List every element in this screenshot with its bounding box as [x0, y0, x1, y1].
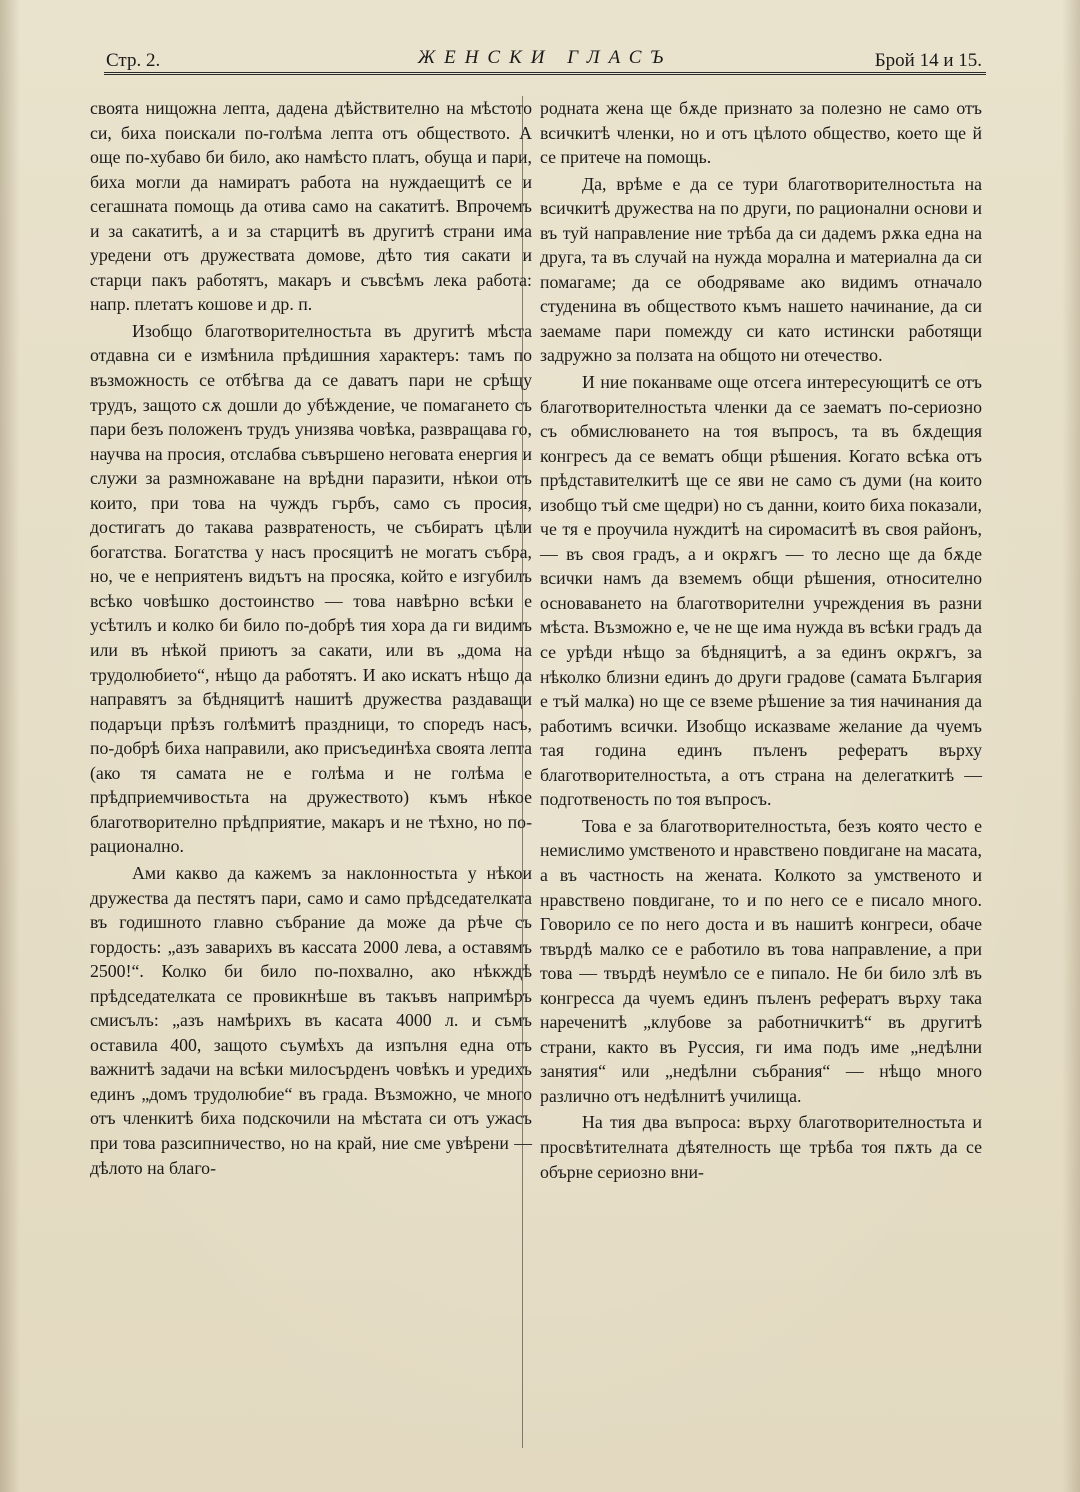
paragraph: Това е за благотворителностьта, безъ която често е немислимо умственото и нравствено повдигане на масата, а въ частность на жената. Колкото за умственото и нравствено повдигане, то и по него се е писало много. Говорило се по него доста и въ нашитѣ конгреси, обаче твърдѣ малко се е работило въ това направление, а при това — твърдѣ неумѣло се е пипало. Не би било злѣ въ конгресса да чуемъ единъ пъленъ рефератъ върху така нареченитѣ „клубове за работничкитѣ“ въ другитѣ страни, както въ Руссия, ги има подъ име „недѣлни занятия“ или „недѣлни събрания“ — нѣщо много различно отъ недѣлнитѣ училища.: [540, 815, 982, 1106]
page-header: [104, 42, 986, 75]
paragraph: На тия два въпроса: върху благотворителностьта и просвѣтителната дѣятелность ще трѣба тоя пѫть да се обърне сериозно вни-: [540, 1112, 982, 1182]
page-number: Стр. 2.: [106, 50, 161, 71]
paragraph: своята нищожна лепта, дадена дѣйствително на мѣстото си, биха поискали по-голѣма лепта отъ обществото. А още по-хубаво би било, ако намѣсто платъ, обуща и пари, биха могли да намиратъ работа на нуждаещитѣ се и сегашната помощь да отива само на сакатитѣ. Впрочемъ и за сакатитѣ, а и за старцитѣ въ другитѣ страни има уредени отъ дружествата домове, дѣто тия сакати и старци пакъ работятъ, макаръ и съвсѣмъ лека работа: напр. плетатъ кошове и др. п.: [90, 98, 532, 315]
paragraph: родната жена ще бѫде признато за полезно не само отъ всичкитѣ членки, но и отъ цѣлото общество, което ще й се притече на помощь.: [540, 98, 982, 168]
paragraph: Да, врѣме е да се тури благотворителностьта на всичкитѣ дружества на по други, по рационални основи и въ туй направление ние трѣба да си дадемъ рѫка една на друга, та въ случай на нужда морална и материална да си помагаме; да се ободряваме ако видимъ отначало студенина въ обществото къмъ нашето начинание, да си заемаме пари помежду си като истински работящи задружно за ползата на общото ни отечество.: [540, 173, 982, 366]
newspaper-title: ЖЕНСКИ ГЛАСЪ: [417, 47, 673, 68]
left-column: [90, 96, 532, 1180]
paragraph: И ние поканваме още отсега интересующитѣ се отъ благотворителностьта членки да се заематъ по-сериозно съ обмислюването на тоя въпросъ, та въ бѫдещия конгресъ да се вематъ общи рѣшения. Когато всѣка отъ прѣдставителкитѣ ще се яви не само съ думи (на които изобщо тъй сме щедри) но съ данни, които биха показали, че тя е проучила нуждитѣ на сиромаситѣ въ своя районъ, — въ своя градъ, а и окрѫгъ — то лесно ще да бѫде всички намъ да вземемъ общи рѣшения, относително основаването на благотворителни учреждения въ разни мѣста. Възможно е, че не ще има нужда въ всѣки градъ да се урѣди нѣщо за бѣдняцитѣ, а за единъ окрѫгъ, за нѣколко близни единъ до други градове (самата България е тъй малка) но ще се вземе рѣшение за тия начинания да работимъ всички. Изобщо исказваме желание да чуемъ тая година единъ пъленъ рефератъ върху благотворителностьта, а отъ страна на делегаткитѣ — подготвеность по тоя въпросъ.: [540, 372, 982, 810]
issue-number: Брой 14 и 15.: [874, 50, 982, 71]
paragraph: Изобщо благотворителностьта въ другитѣ мѣста отдавна си е измѣнила прѣдишния характеръ: тамъ по възможность се отбѣгва да се даватъ пари не срѣщу трудъ, защото сѫ дошли до убѣждение, че помагането съ пари безъ положенъ трудъ унизява човѣка, развращава го, научва на просия, отслабва съвършено неговата енергия и служи за размножаване на врѣдни паразити, нѣкои отъ които, при това на чуждъ гърбъ, само съ просия, достигатъ до такава развратеность, че събиратъ цѣли богатства. Богатства у насъ просяцитѣ не могатъ събра, но, че е неприятенъ видътъ на просяка, който е изгубилъ всѣко човѣшко достоинство — това навѣрно всѣки е усѣтилъ и колко би било по-добрѣ тия хора да ги видимъ или въ нѣкой приютъ за сакати, или въ „дома на трудолюбието“, нѣщо да работятъ. И ако искатъ нѣщо да направятъ за бѣдняцитѣ нашитѣ дружества раздаващи подаръци прѣзъ голѣмитѣ праздници, то споредъ насъ, по-добрѣ биха направили, ако присъединѣха своята лепта (ако тя самата не е голѣма и не голѣма е прѣдприемчивостьта на дружеството) къмъ нѣкое благотворително прѣдприятие, макаръ и не тѣхно, но по-рационално.: [90, 320, 532, 857]
paragraph: Ами какво да кажемъ за наклонностьта у нѣкои дружества да пестятъ пари, само и само прѣдседателката въ годишното главно събрание да може да рѣче съ гордость: „азъ заварихъ въ кассата 2000 лева, а оставямъ 2500!“. Колко би било по-похвално, ако нѣкждѣ прѣдседателката се провикнѣше въ такъвъ напримѣръ смисълъ: „азъ намѣрихъ въ касата 4000 л. и съмъ оставила 400, защото съумѣхъ да изпълня една отъ важнитѣ задачи на всѣки милосърденъ човѣкъ и уредихъ единъ „домъ трудолюбие“ въ града. Възможно, че много отъ членкитѣ биха подскочили на мѣстата си отъ ужасъ при това разсипничество, но на край, ние сме увѣрени — дѣлото на благо-: [90, 862, 532, 1178]
right-column: [540, 96, 982, 1184]
column-divider: [522, 96, 523, 1448]
